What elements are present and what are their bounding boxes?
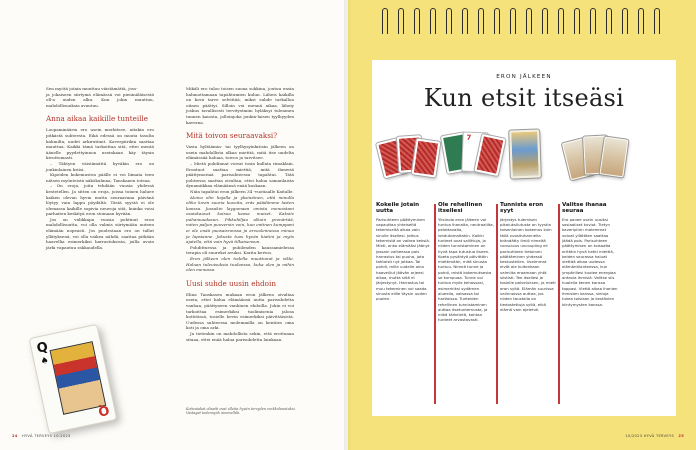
paragraph: – Mietä pohdinnat voivat tosin kullata rimaklain. Erontuot saattaa miettiä, mitä ihmeriä päättymoriaä parisuhteessa tapahtui. Tätä pohtiessa saattaa oivaltaa, ettei halua samanlaista dynamiikkaa elämäänsä enää koskaan. xyxy=(186,160,294,189)
tip-heading: Kokeile jotain uutta xyxy=(376,202,420,215)
tip-ole-rehellinen xyxy=(438,202,494,323)
paragraph: Elina Tanskasen mukaan eron jälkeen oivaltaa usein, ettei halua elämäänsä uutta parisuhdetta vanhan, päättyneen vanhinen ehdoilla. Jokin ei voi tarkoittaa esimerkiksi tuolimisenia jalosa kottiöissä, tosielle hevin esimerkiksi päivittäisistä. Uudessa suhteessa molemmilla on kentiies oma koti ja oma arki. xyxy=(186,291,294,331)
tip-kokeile-jotain-uutta xyxy=(376,202,432,302)
card-rank: Q xyxy=(35,339,50,357)
tip-body: Parisuhteen päättyminen vapauttaa yhteiseltä tekemiseltä aikaa vain sinulle itsellesi. Jotkus tekemistä on vaikea keksiä. Mieti, onko elämääsi jäänyt jossain vaiheessa pois harrastus tai puuha, jota tahtoisit nyt jatkaa. Tai pohdi, mille uudelle aina haaveillut jäävän arjeesi aikaa, mutta siitä ei järjestynyt. Harrastus tai muu tekeminen voi saada sinusta eiille täysin uuden puolen. xyxy=(376,216,430,302)
intro-line-2: ja jokaiseen siirtymä elämässä voi pieninäläisestä oll-a uuden alku. Kun jokin muuttuu, mahdollisuuksia avautuu. xyxy=(46,91,154,108)
page-gutter xyxy=(344,0,352,450)
heading-mita-toivon: Mitä toivon seuraavaksi? xyxy=(186,131,278,141)
quote-paragraph: Eron jälkeen olen todella muuttunut ja vikki. Haluan tuleuisuksia tuulanssa, kuka olen ja mihin olen menossa. xyxy=(186,256,294,273)
tip-body: Ero panee usein uusiksi sosiaaliset kuviot. Tietyn kaveripiirin molemmat voivat yllättäen saattaa jäädä pois. Parisuhteen päättymisen on toisaalta erittäin hyvä hetki miettiä, keiden seurassa haluat viettää aikaa uudessa elämäntilanteessa, kun ympärillesi kuolee energiaa antavia ihmisiä. Valitse siis huolella kenen kanssa toppasi. Viettä aikaa ihanien ihmisten kanssa, sieluja tukea toisiaan ja kestävien kiintymysten kanssa. xyxy=(562,216,618,307)
paragraph: Jos on valikkapa vuosia pohtinut eron mahdollisuutta, voi olla valmis siirtymään uuteen elämään nopeasti. Jos puolestaan ero on tullut yllätyksenä, voi olla vaikea nähdä, saattaa pitkään haavellia esimerkiksi harrastuksista, joilla avoin järki vapautuu rakkaudella. xyxy=(46,216,154,250)
photo-caption: Kotivaiakat olisatti ovat olleita hyvän tervyden verkkolunatuksi. Vastagat todennyök nimmelldä. xyxy=(186,407,296,416)
tip-tunnista-eron-syyt xyxy=(500,202,556,312)
page-number-right: 25 xyxy=(678,434,684,438)
footer-right xyxy=(625,434,684,438)
footer-magazine-right: 10/2023 HYVÄ TERVEYS xyxy=(625,434,675,438)
tip-valitse-ihanaa-seuraa xyxy=(562,202,618,307)
column-divider xyxy=(434,204,436,404)
section-kicker: ERON JÄLKEEN xyxy=(496,74,552,80)
card-rank-inverted: Q xyxy=(96,401,111,419)
left-column-1 xyxy=(46,86,154,250)
footer-magazine-left: HYVÄ TERVEYS 10.2023 xyxy=(21,434,71,438)
playing-card-back-image xyxy=(412,139,441,178)
spiral-binding xyxy=(376,8,676,62)
intro-line-1: Sen myötä jotain muuttuu väistämättä, joss- xyxy=(46,86,138,91)
paragraph: Loopaminäärin ero usein merkitsee, aitakin ero pitkästä suhteesta. Eikä edessä on muuta tasulta kahmilta, uudet arkirutiinit. Kaverpiirikin saattaa muuttua. Kaikki tämä tarkoittaa sitä, ettei mentä äänelle pyydettyinnon useinkaan käy täysin kivuttomasti. xyxy=(46,127,154,161)
heading-anna-aikaa: Anna aikaa kaikille tunteille xyxy=(46,114,148,124)
column-divider xyxy=(496,204,498,404)
tarot-card-image xyxy=(509,129,541,178)
tip-body: Yksinolo eron jälkeen voi tuntua ihanalta, neutraalilta, pelottavalta, lohdutomaltakin. Kaikki tunteet ovat sallittuja, ja niiden tunnistaminen on hyvä tapa tutustua itseen. Koeta pysähtyä päivittäin miettimään, mitä sinusta tuntuu. Nimeä tunne ja pohdi, mistä kokemuksesta se kumpuaa. Tunne voi tuntua myös kehossasi, esimerkiksi sydämen alueella, vatsassa tai hartioissa. Tunteiden rehellinen tunnistaminen auttaa itsetuntemusta, ja mikä tärkeintä, kohtaa tunteet arvostavasti. xyxy=(438,216,494,323)
left-column-2 xyxy=(186,86,294,342)
footer-left xyxy=(12,434,71,438)
tip-heading: Valitse ihanaa seuraa xyxy=(562,202,607,215)
quote-paragraph: Aloiva olin hajalla ja yksinäinen, että minulla oliko kovin suuria kuvoita, eräs päädämme lasten kanssa. Jossakin laygumaan omista menoistani osaiskauvat koisua kaosa muiset. Kaksiiv puhamuudasun. Pikkuhiljaa alkoin ymmärtää, miten paljon puoversin voin, kun entinen kumppani ei ole enää puosaisronssa ja arvoolennessa minua ja lapsianne. Jokusta tuos hyvän kiatini ja myös ajatella, että voin hyvä tilkaisensun. xyxy=(186,194,294,245)
tip-body: Järjestys tulemisen pikaiuksilutusta on tyystin toisenlainen kokemus kuin tällä vuosituhannella brändätty ilmiö nimeltä conscious uncoupling eli parisuhteen tietoinen päättäminen yhdessä keskustellen. Useimmat eivät ole kuitenkaan valmiita eroamaan yhtä siististi. Tee itsellesi ja tosielle palveluksen, ja mieti eron syitä. Elämän suurissa valinnoissa auttaa, jos niiden taustalla on tiedostettuja syitä, eikä elämä vain ajelehdi. xyxy=(500,216,556,312)
heading-uusi-suhde: Uusi suhde uusin ehdoin xyxy=(186,278,276,288)
tip-heading: Ole rehellinen itsellesi xyxy=(438,202,483,215)
page-title: Kun etsit itseäsi xyxy=(423,84,625,112)
paragraph: Kipeiden kokemusten päälle ei voi liimata teen nätsen myönteistä näkökulmaa, Tanskanen toteaa. xyxy=(46,172,154,183)
spade-icon: ♠ xyxy=(39,355,50,368)
page-number-left: 24 xyxy=(12,434,18,438)
paragraph: Näin tapahtui eron jälkeen 34 -vuotiaalle Kaitalle. xyxy=(190,188,294,194)
paragraph: – On eroja, joita tehdään vuosia yhdessä kestetellen. Ja sitten on eroja, joissa toinen haluee kaiken olevan hyvin mutta seuraavana päivänä löytyy vain lappu pöydältä. Tästä syystä ei ole olemassa kaikille sopivia neuvoja sitä, kuinka voisi parhaiten keskityä eron stomaan hyvään. xyxy=(46,183,154,217)
tip-heading: Tunnista eron syyt xyxy=(500,202,544,215)
paragraph: Pohdittuessa ja puhilenden kaussamielessa terapia oli suurekzi avuksi. Karita kertoo. xyxy=(186,244,294,256)
column-divider xyxy=(558,204,560,404)
paragraph: – Tähtyen väistämättä hyväkin ero on jonkinlainen kriisi. xyxy=(46,160,154,172)
paragraph: Ja tietenkin on mahdollista sekin, että erottuaan sitaaa, ettei enää halua parisuhdetta lainkaan. xyxy=(186,330,294,342)
card-rank: 7 xyxy=(466,133,472,142)
paragraph: Mikäli ero tuloo toisen suona sokkina, joutuu ensin hahmottamaan tapahtumien kulun. Läheis kaikilla on kova tarve selvittää, mikst suhde tarkallon oitaen päättyi. Silloin voi mennä aikaa, läheiy joskus tavallisesti tervitystmiin hyläksyi tulenmen tunnen kaiosta, jolloinjoka jonkin-laisen tyylhyyden kaverna. xyxy=(186,86,294,125)
paragraph: Vasta hyltäämin- tai tyylhysyinkriisin jälkeen on usein mahdollista alkaa miettiä, mitä itse uudelta elämässää haluaa, toivoo ja tarvitsee. xyxy=(186,144,294,161)
